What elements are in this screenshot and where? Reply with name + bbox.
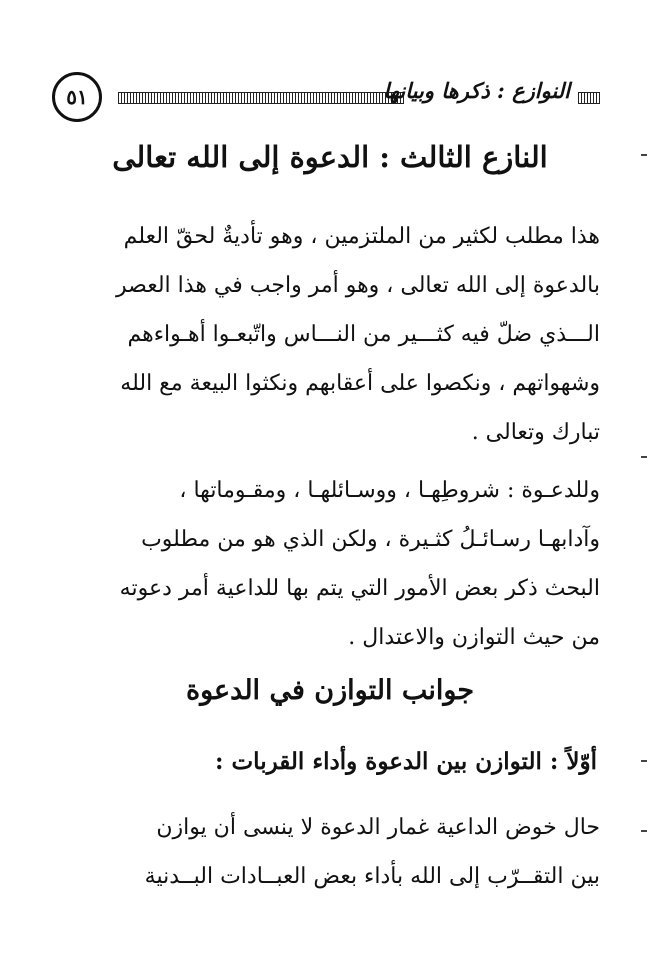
text-line: وآدابهـا رسـائـلُ كثـيرة ، ولكن الذي هو من مطلوب bbox=[141, 527, 600, 552]
text-line: وشهواتهم ، ونكصوا على أعقابهم ونكثوا البيعة مع الله bbox=[120, 371, 600, 396]
text-line: من حيث التوازن والاعتدال . bbox=[348, 625, 600, 650]
running-title: النوازع : ذكرها وبيانها bbox=[383, 78, 570, 103]
header-rule bbox=[118, 92, 404, 104]
margin-mark bbox=[641, 456, 647, 458]
text-line: وللدعـوة : شروطِهـا ، ووسـائلهـا ، ومقـوماتها ، bbox=[179, 478, 600, 503]
text-line: حال خوض الداعية غمار الدعوة لا ينسى أن يوازن bbox=[156, 815, 600, 840]
subsection-title: أوّلاً : التوازن بين الدعوة وأداء القربات : bbox=[215, 748, 597, 775]
text-line: تبارك وتعالى . bbox=[471, 420, 600, 445]
paragraph-1 bbox=[60, 212, 600, 457]
text-line: بين التقــرّب إلى الله بأداء بعض العبــادات البــدنية bbox=[144, 864, 600, 889]
page-number: ٥١ bbox=[52, 72, 102, 122]
header-ornament bbox=[578, 92, 600, 104]
margin-mark bbox=[641, 830, 647, 832]
text-line: بالدعوة إلى الله تعالى ، وهو أمر واجب في هذا العصر bbox=[116, 273, 600, 298]
paragraph-2 bbox=[60, 466, 600, 662]
text-line: البحث ذكر بعض الأمور التي يتم بها للداعية أمر دعوته bbox=[119, 576, 600, 601]
text-line: الـــذي ضلّ فيه كثـــير من النـــاس واتّبعـوا أهـواءهم bbox=[127, 322, 600, 347]
margin-mark bbox=[641, 154, 647, 156]
margin-mark bbox=[641, 760, 647, 762]
text-line: هذا مطلب لكثير من الملتزمين ، وهو تأديةٌ لحقّ العلم bbox=[123, 224, 600, 249]
running-header bbox=[52, 70, 600, 126]
paragraph-3 bbox=[60, 803, 600, 901]
section-title: جوانب التوازن في الدعوة bbox=[185, 675, 475, 706]
chapter-title: النازع الثالث : الدعوة إلى الله تعالى bbox=[112, 140, 548, 174]
